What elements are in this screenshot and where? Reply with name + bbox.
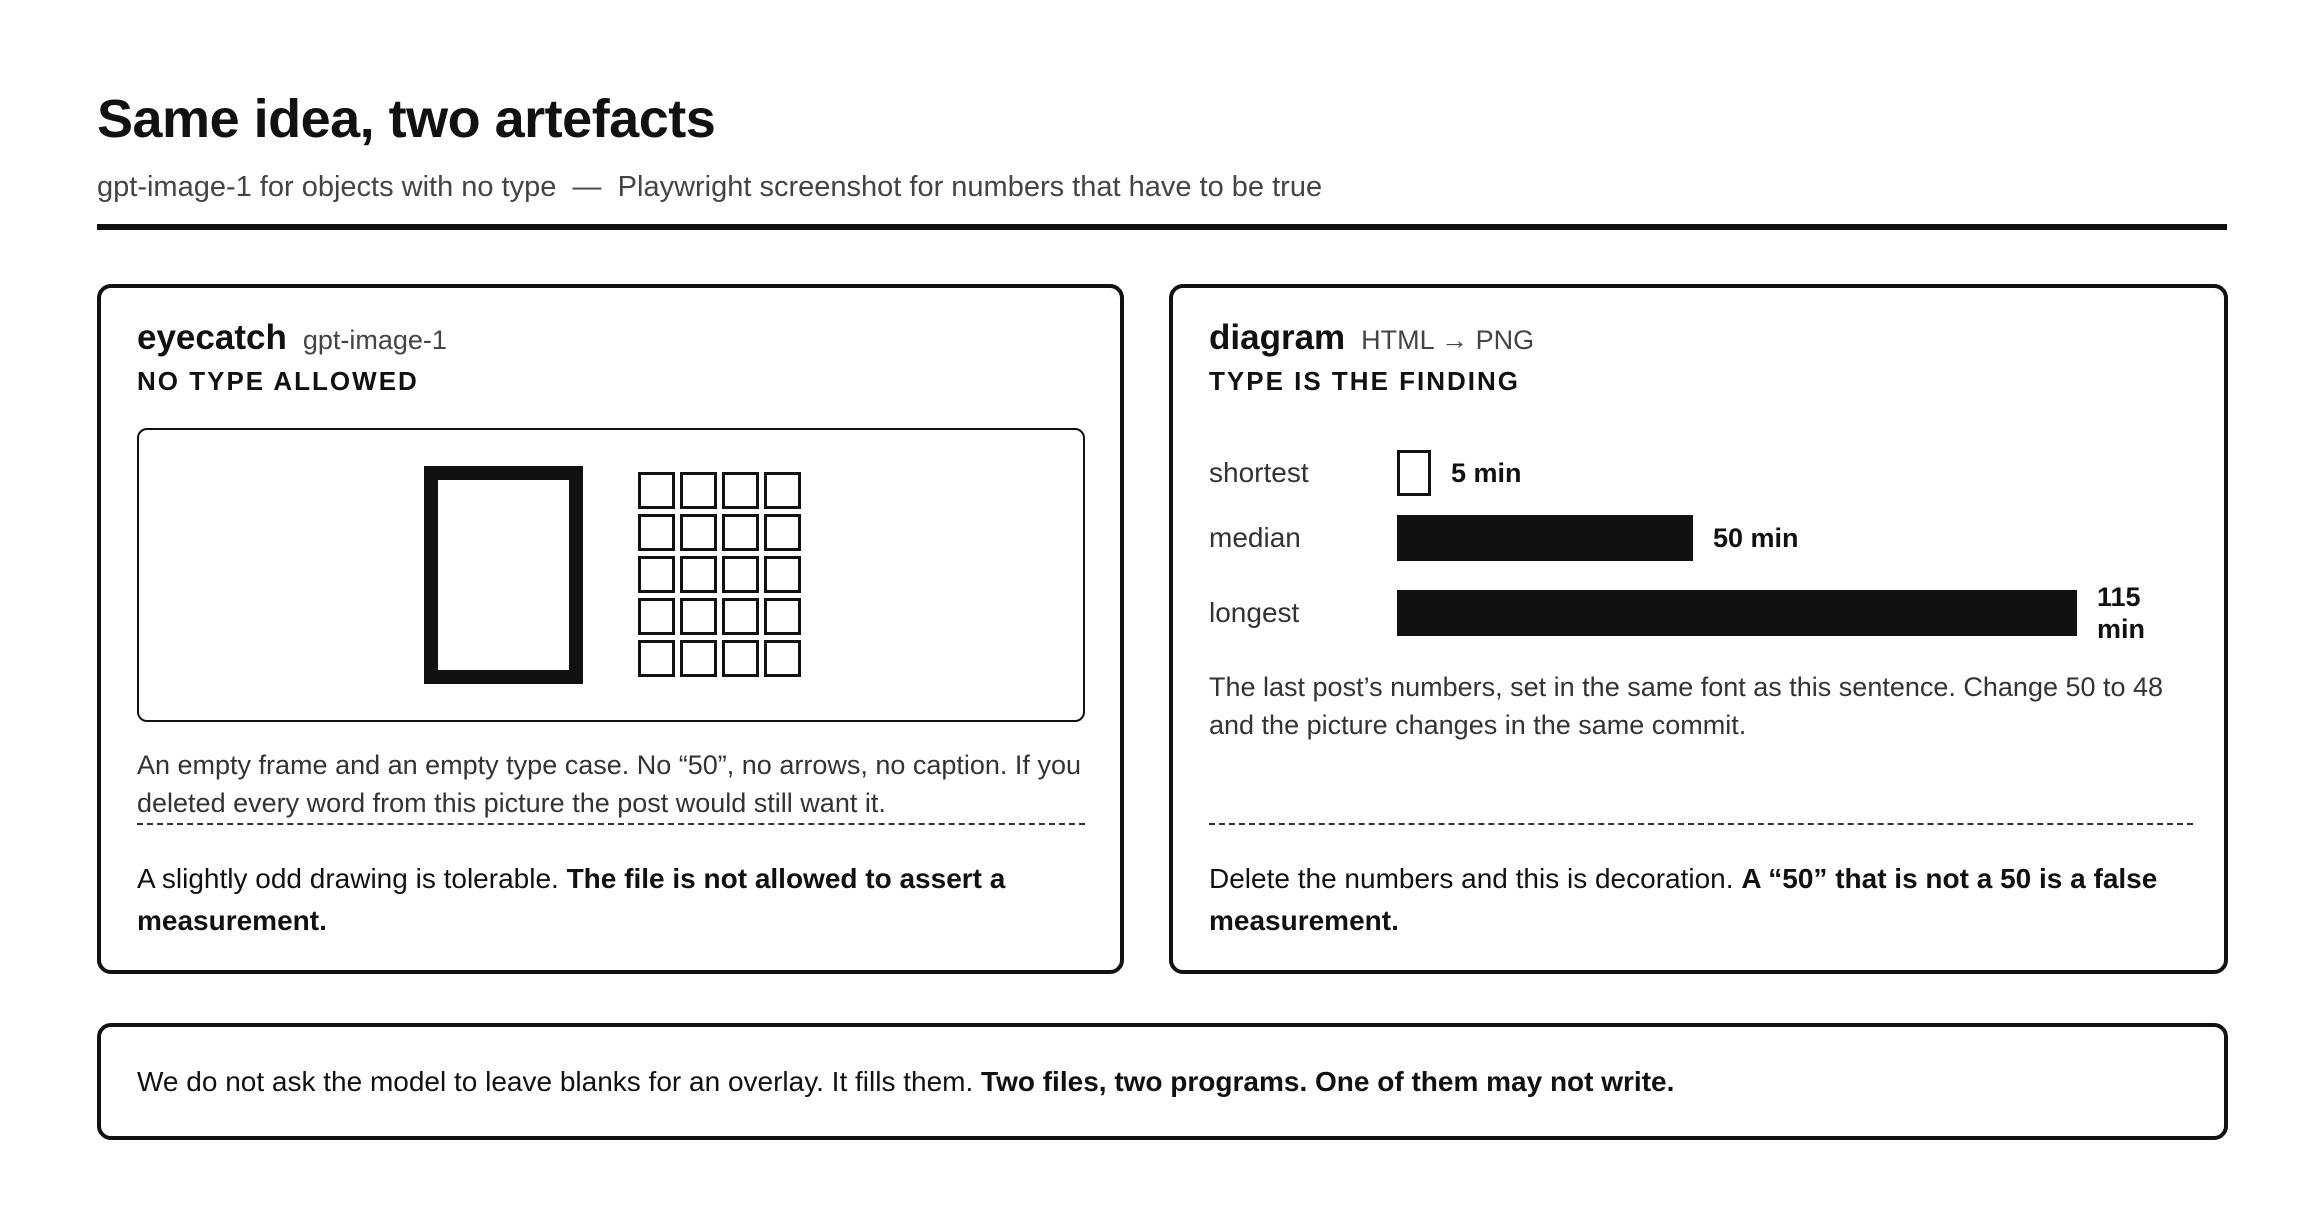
conclusion-text <box>137 1027 1674 1136</box>
eyecatch-divider <box>137 823 1085 825</box>
eyecatch-rule-label: NO TYPE ALLOWED <box>137 366 419 396</box>
diagram-divider <box>1209 823 2193 825</box>
type-case-cell <box>722 472 759 509</box>
chart-row-median <box>1209 515 2199 561</box>
eyecatch-footnote <box>137 858 1097 942</box>
chart-row-longest <box>1209 582 2199 644</box>
page-subtitle <box>97 168 2227 206</box>
type-case-cell <box>638 598 675 635</box>
conclusion-bold: Two files, two programs. One of them may not write. <box>981 1065 1675 1097</box>
type-case-cell <box>680 598 717 635</box>
diagram-note: The last post’s numbers, set in the same font as this sentence. Change 50 to 48 and the picture changes in the same commit. <box>1209 672 2164 740</box>
conclusion-plain: We do not ask the model to leave blanks for an overlay. It fills them. <box>137 1065 982 1097</box>
diagram-card <box>1169 284 2228 974</box>
bar-median <box>1397 515 1693 561</box>
type-case-cell <box>680 514 717 551</box>
eyecatch-footnote-bold: The file is not allowed to assert a measurement. <box>137 863 1006 936</box>
chart-row-shortest <box>1209 450 2199 496</box>
type-case-cell <box>638 472 675 509</box>
bar-shortest <box>1397 450 1431 496</box>
bar-label-longest: longest <box>1209 597 1300 628</box>
diagram-footnote <box>1209 858 2169 942</box>
diagram-card-tool: HTML → PNG <box>1361 325 1535 355</box>
page-header <box>97 84 2227 206</box>
eyecatch-card-header <box>137 318 447 358</box>
page-title: Same idea, two artefacts <box>97 89 716 149</box>
type-case-cell <box>680 472 717 509</box>
bar-value-shortest: 5 min <box>1451 458 1522 488</box>
eyecatch-footnote-plain: A slightly odd drawing is tolerable. <box>137 863 567 894</box>
eyecatch-card-name: eyecatch <box>137 318 287 357</box>
bar-value-median: 50 min <box>1713 523 1799 553</box>
subtitle-separator: — <box>572 171 602 203</box>
eyecatch-description: An empty frame and an empty type case. No “50”, no arrows, no caption. If you deleted every word from this picture the post would still want it. <box>137 750 1081 818</box>
type-case-cell <box>764 514 801 551</box>
empty-frame-icon <box>424 466 583 684</box>
type-case-cell <box>722 514 759 551</box>
subtitle-right: Playwright screenshot for numbers that have to be true <box>617 171 1323 203</box>
type-case-cell <box>638 556 675 593</box>
bar-label-shortest: shortest <box>1209 457 1309 488</box>
type-case-cell <box>764 472 801 509</box>
eyecatch-card-tool: gpt-image-1 <box>302 325 447 355</box>
diagram-card-name: diagram <box>1209 318 1346 357</box>
type-case-cell <box>764 556 801 593</box>
type-case-cell <box>638 640 675 677</box>
bar-label-median: median <box>1209 522 1301 553</box>
diagram-card-header <box>1209 318 1534 358</box>
type-case-cell <box>680 556 717 593</box>
type-case-cell <box>722 556 759 593</box>
type-case-cell <box>680 640 717 677</box>
type-case-cell <box>722 598 759 635</box>
empty-type-case-icon <box>638 472 801 677</box>
diagram-rule-label: TYPE IS THE FINDING <box>1209 366 1521 396</box>
type-case-cell <box>764 640 801 677</box>
bar-value-longest: 115 min <box>2097 582 2146 644</box>
conclusion-card <box>97 1023 2228 1140</box>
eyecatch-card <box>97 284 1124 974</box>
type-case-cell <box>722 640 759 677</box>
eyecatch-illustration <box>137 428 1085 722</box>
bar-longest <box>1397 590 2077 636</box>
diagram-footnote-bold: A “50” that is not a 50 is a false measurement. <box>1209 863 2158 936</box>
type-case-cell <box>764 598 801 635</box>
subtitle-left: gpt-image-1 for objects with no type <box>97 171 557 203</box>
diagram-footnote-plain: Delete the numbers and this is decoration. <box>1209 863 1742 894</box>
header-rule <box>97 224 2227 230</box>
type-case-cell <box>638 514 675 551</box>
